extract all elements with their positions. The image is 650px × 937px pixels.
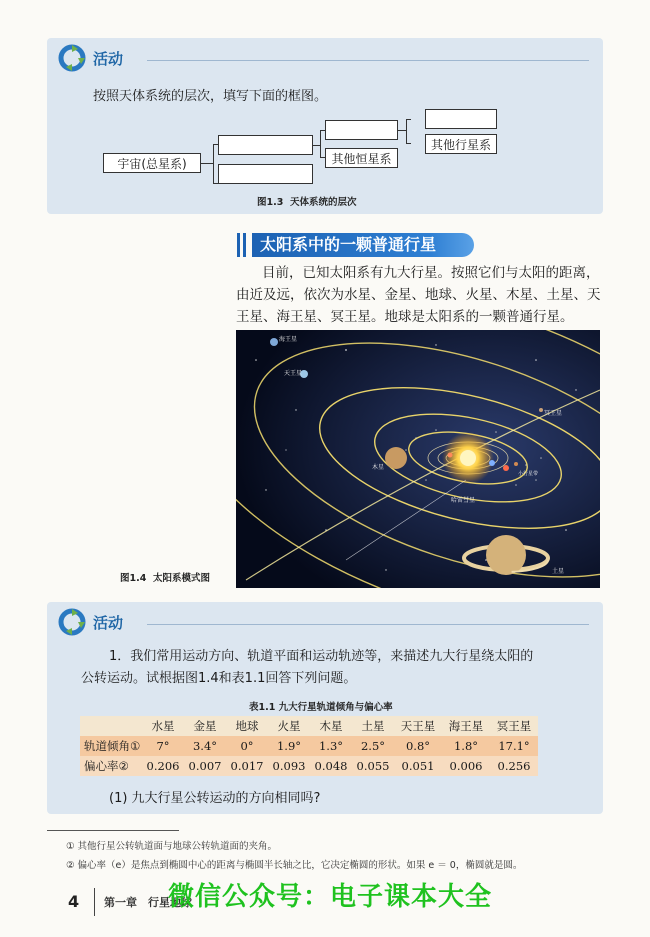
- table-cell: 1.3°: [310, 736, 352, 756]
- footnote-2: ② 偏心率（e）是焦点到椭圆中心的距离与椭圆半长轴之比，它决定椭圆的形状。如果 e ＝ 0，椭圆就是圆。: [66, 860, 523, 871]
- cycle-arrows-icon: [57, 607, 87, 637]
- orbit-data-table: [80, 716, 538, 776]
- empty-box-2[interactable]: [218, 164, 313, 184]
- header-venus: 金星: [184, 716, 226, 736]
- box-other-stars: 其他恒星系: [325, 148, 398, 168]
- header-neptune: 海王星: [442, 716, 490, 736]
- table-cell: 0.256: [490, 756, 538, 776]
- solar-system-image: [236, 330, 600, 588]
- header-earth: 地球: [226, 716, 268, 736]
- table-cell: 2.5°: [352, 736, 394, 756]
- activity-header: [57, 44, 123, 72]
- table-row-eccentricity: [80, 756, 538, 776]
- table-cell: 0.007: [184, 756, 226, 776]
- label-saturn: 土星: [552, 568, 565, 575]
- header-jupiter: 木星: [310, 716, 352, 736]
- header-mars: 火星: [268, 716, 310, 736]
- row-label-eccentricity: 偏心率②: [80, 756, 142, 776]
- activity-instruction: 按照天体系统的层次，填写下面的框图。: [93, 89, 328, 104]
- footnote-divider: [47, 830, 179, 831]
- table-cell: 0.055: [352, 756, 394, 776]
- activity-panel-2: [47, 602, 603, 814]
- activity-panel-1: [47, 38, 603, 214]
- header-pluto: 冥王星: [490, 716, 538, 736]
- table-cell: 0.006: [442, 756, 490, 776]
- label-halley-comet: 哈雷彗星: [451, 497, 476, 504]
- divider: [147, 624, 589, 625]
- section-paragraph-line-2: 由近及远，依次为水星、金星、地球、火星、木星、土星、天: [236, 287, 601, 303]
- label-uranus: 天王星: [284, 370, 303, 377]
- section-paragraph-line-3: 王星、海王星、冥王星。地球是太阳系的一颗普通行星。: [236, 309, 574, 325]
- page-number: 4: [68, 892, 80, 911]
- table-cell: 7°: [142, 736, 184, 756]
- question-1-line-1: 1．我们常用运动方向、轨道平面和运动轨迹等，来描述九大行星绕太阳的: [109, 649, 534, 664]
- table-cell: 0°: [226, 736, 268, 756]
- header-mercury: 水星: [142, 716, 184, 736]
- figure-caption-1-3: 图1.3 天体系统的层次: [257, 197, 357, 208]
- empty-box-3[interactable]: [325, 120, 398, 140]
- table-row-inclination: [80, 736, 538, 756]
- table-cell: 0.206: [142, 756, 184, 776]
- section-paragraph-line-1: 目前，已知太阳系有九大行星。按照它们与太阳的距离，: [262, 265, 600, 281]
- label-pluto: 冥王星: [544, 410, 563, 417]
- row-label-inclination: 轨道倾角①: [80, 736, 142, 756]
- footnote-1: ① 其他行星公转轨道面与地球公转轨道面的夹角。: [66, 841, 278, 852]
- question-1-line-2: 公转运动。试根据图1.4和表1.1回答下列问题。: [81, 671, 357, 686]
- activity-label: 活动: [93, 613, 124, 632]
- watermark: 微信公众号：电子课本大全: [168, 882, 493, 912]
- section-bar-icon: [236, 233, 250, 257]
- activity-label: 活动: [93, 49, 124, 68]
- section-title: 太阳系中的一颗普通行星: [252, 233, 474, 257]
- cycle-arrows-icon: [57, 43, 87, 73]
- figure-caption-1-4: 图1.4 太阳系模式图: [120, 573, 210, 584]
- table-cell: 1.8°: [442, 736, 490, 756]
- table-header-row: [80, 716, 538, 736]
- table-cell: 17.1°: [490, 736, 538, 756]
- header-uranus: 天王星: [394, 716, 442, 736]
- chapter-title: 第一章 行星地球: [104, 896, 192, 909]
- empty-box-4[interactable]: [425, 109, 497, 129]
- table-cell: 0.051: [394, 756, 442, 776]
- table-cell: 3.4°: [184, 736, 226, 756]
- label-jupiter: 木星: [372, 464, 385, 471]
- table-cell: 1.9°: [268, 736, 310, 756]
- table-cell: 0.048: [310, 756, 352, 776]
- header-saturn: 土星: [352, 716, 394, 736]
- activity-header: [57, 608, 123, 636]
- table-cell: 0.017: [226, 756, 268, 776]
- label-neptune: 海王星: [279, 336, 298, 343]
- footer-divider: [94, 888, 95, 916]
- table-cell: 0.8°: [394, 736, 442, 756]
- table-title: 表1.1 九大行星轨道倾角与偏心率: [249, 702, 393, 713]
- box-other-planets: 其他行星系: [425, 134, 497, 154]
- box-universe: 宇宙(总星系): [103, 153, 201, 173]
- table-cell: 0.093: [268, 756, 310, 776]
- sub-question-1: (1) 九大行星公转运动的方向相同吗?: [109, 791, 321, 806]
- divider: [147, 60, 589, 61]
- empty-box-1[interactable]: [218, 135, 313, 155]
- label-asteroid-belt: 小行星带: [518, 471, 539, 477]
